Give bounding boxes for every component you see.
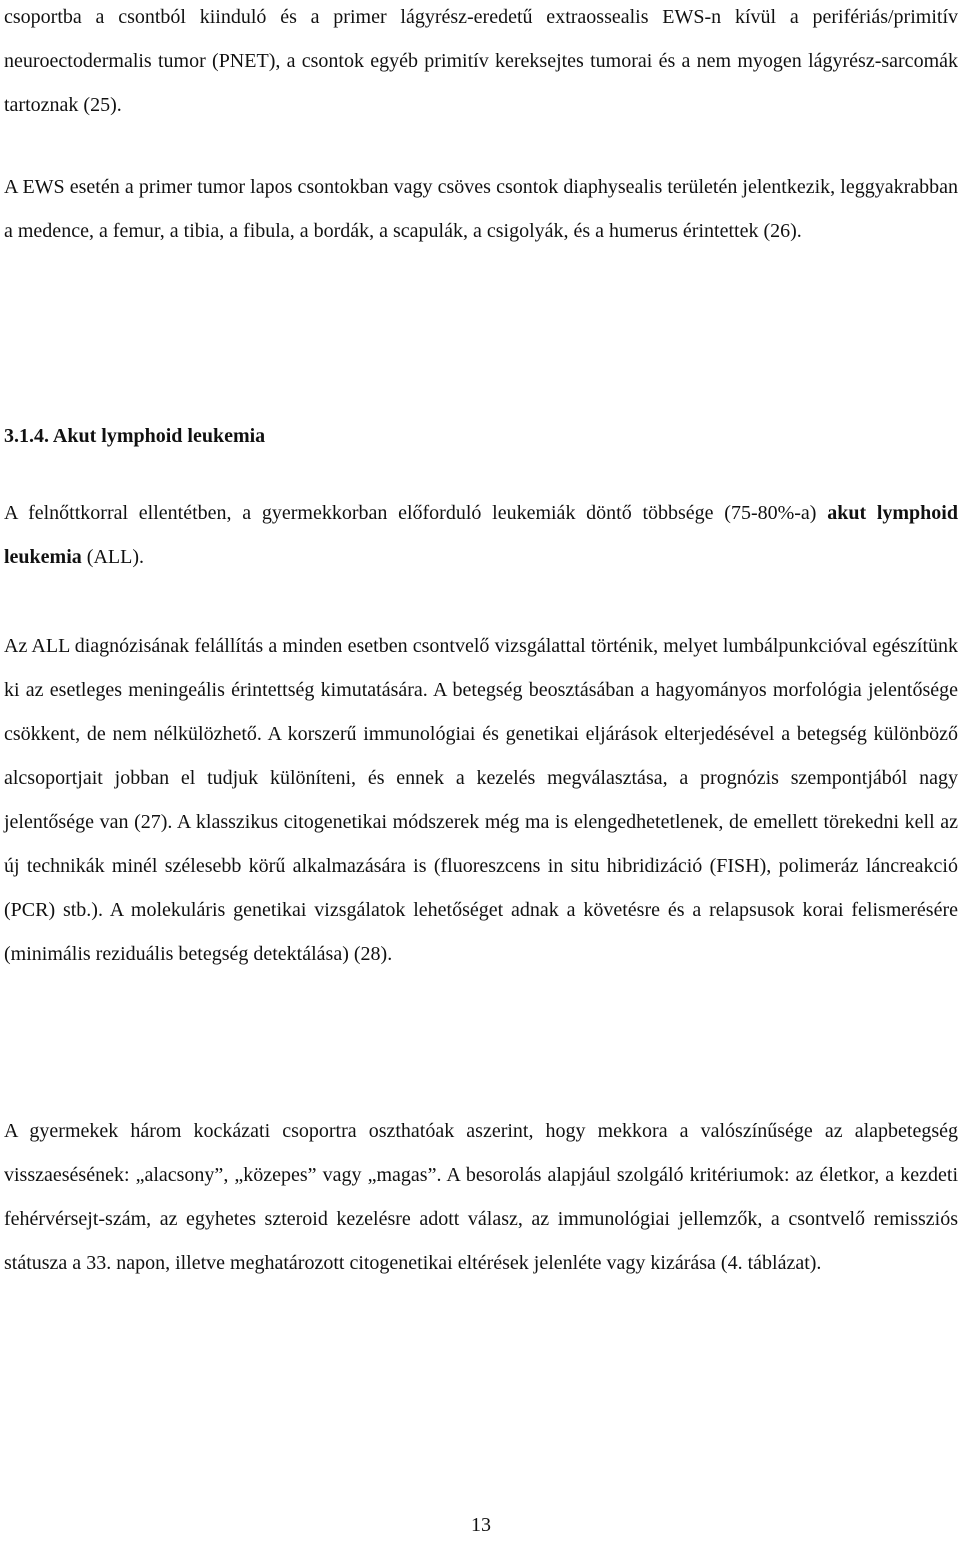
- section-number: 3.1.4.: [4, 425, 49, 447]
- paragraph-all-intro-bold: akut lymphoid leukemia: [4, 502, 958, 568]
- document-page: [4, 0, 958, 1536]
- section-title: Akut lymphoid leukemia: [52, 425, 266, 447]
- paragraph-risk-groups: A gyermekek három kockázati csoportra oszthatóak aszerint, hogy mekkora a valószínűsége az alapbetegség visszaesésének: „alacsony”, „közepes” vagy „magas”. A besorolás alapjául szolgáló kritériumok: az életkor, a kezdeti fehérvérsejt-szám, az egyhetes szteroid kezelésre adott válasz, az immunológiai jellemzők, a csontvelő remissziós státusza a 33. napon, illetve meghatározott citogenetikai eltérések jelenléte vagy kizárása (4. táblázat).: [4, 1120, 958, 1274]
- paragraph-ews-group: csoportba a csontból kiinduló és a primer lágyrész-eredetű extraossealis EWS-n kívül a perifériás/primitív neuroectodermalis tumor (PNET), a csontok egyéb primitív kereksejtes tumorai és a nem myogen lágyrész-sarcomák tartoznak (25).: [4, 6, 958, 116]
- paragraph-all-diagnosis: Az ALL diagnózisának felállítás a minden esetben csontvelő vizsgálattal történik, melyet lumbálpunkcióval egészítünk ki az esetleges meningeális érintettség kimutatására. A betegség beosztásában a hagyományos morfológia jelentősége csökkent, de nem nélkülözhető. A korszerű immunológiai és genetikai eljárások elterjedésével a betegség különböző alcsoportjait jobban el tudjuk különíteni, és ennek a kezelés megválasztása, a prognózis szempontjából nagy jelentősége van (27). A klasszikus citogenetikai módszerek még ma is elengedhetetlenek, de emellett törekedni kell az új technikák minél szélesebb körű alkalmazására is (fluoreszcens in situ hibridizáció (FISH), polimeráz láncreakció (PCR) stb.). A molekuláris genetikai vizsgálatok lehetőséget adnak a követésre és a relapsusok korai felismerésére (minimális reziduális betegség detektálása) (28).: [4, 635, 958, 965]
- page-number: 13: [471, 1514, 491, 1536]
- paragraph-ews-location: A EWS esetén a primer tumor lapos csontokban vagy csöves csontok diaphysealis területén jelentkezik, leggyakrabban a medence, a femur, a tibia, a fibula, a bordák, a scapulák, a csigolyák, és a humerus érintettek (26).: [4, 176, 958, 242]
- paragraph-all-intro-text: A felnőttkorral ellentétben, a gyermekkorban előforduló leukemiák döntő többsége (75-80%-a): [4, 502, 828, 524]
- paragraph-all-intro-end: (ALL).: [81, 546, 144, 568]
- section-heading: [4, 414, 265, 458]
- paragraph-all-intro: [4, 491, 958, 579]
